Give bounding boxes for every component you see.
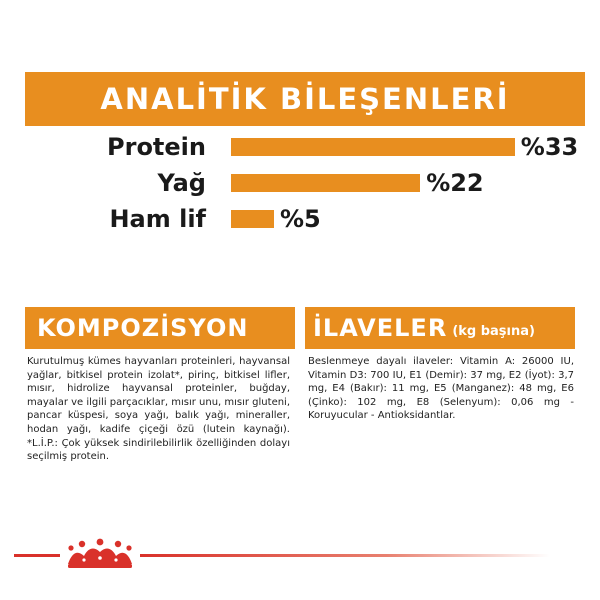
nutrient-bar [231,210,274,228]
nutrient-label: Ham lif [109,205,206,233]
composition-heading: KOMPOZİSYON [37,314,249,342]
additives-banner [305,307,575,349]
nutrient-value: %22 [426,169,484,197]
nutrient-row-fiber [0,202,600,236]
nutrient-value: %5 [280,205,321,233]
brand-footer [0,532,600,572]
section-title: ANALİTİK BİLEŞENLERİ [100,82,510,116]
nutrient-label: Yağ [157,169,206,197]
nutrient-row-protein [0,130,600,164]
nutrient-value: %33 [520,133,579,161]
composition-text: Kurutulmuş kümes hayvanları proteinleri, hayvansal yağlar, bitkisel protein izolat*, pirinç, bitkisel lifler, mısır, hidrolize hayvansal proteinler, buğday, mayalar ve ilgili parçacıklar, mısır unu, mısır gluteni, pancar küspesi, soya yağı, balık yağı, mineraller, hodan yağı, kadife çiçeği özü (lutein kaynağı). *L.İ.P.: Çok yüksek sindirilebilirlik özelliğinden dolayı seçilmiş protein. [27,356,291,463]
section-title-banner [25,72,585,126]
additives-text: Beslenmeye dayalı ilaveler: Vitamin A: 26000 IU, Vitamin D3: 700 IU, E1 (Demir): 37 mg, E2 (İyot): 3,7 mg, E4 (Bakır): 11 mg, E5 (Manganez): 48 mg, E6 (Çinko): 102 mg, E8 (Selenyum): 0,06 mg - Koruyucular - Antioksidantlar. [308,356,574,422]
footer-line-right [140,554,550,557]
nutrient-label: Protein [107,133,206,161]
additives-unit: (kg başına) [452,323,535,339]
footer-line-left [14,554,60,557]
crown-icon [62,538,138,570]
nutrient-bar [231,138,515,156]
composition-banner [25,307,295,349]
nutrient-row-fat [0,166,600,200]
nutrient-bar [231,174,420,192]
additives-heading: İLAVELER [313,314,448,342]
